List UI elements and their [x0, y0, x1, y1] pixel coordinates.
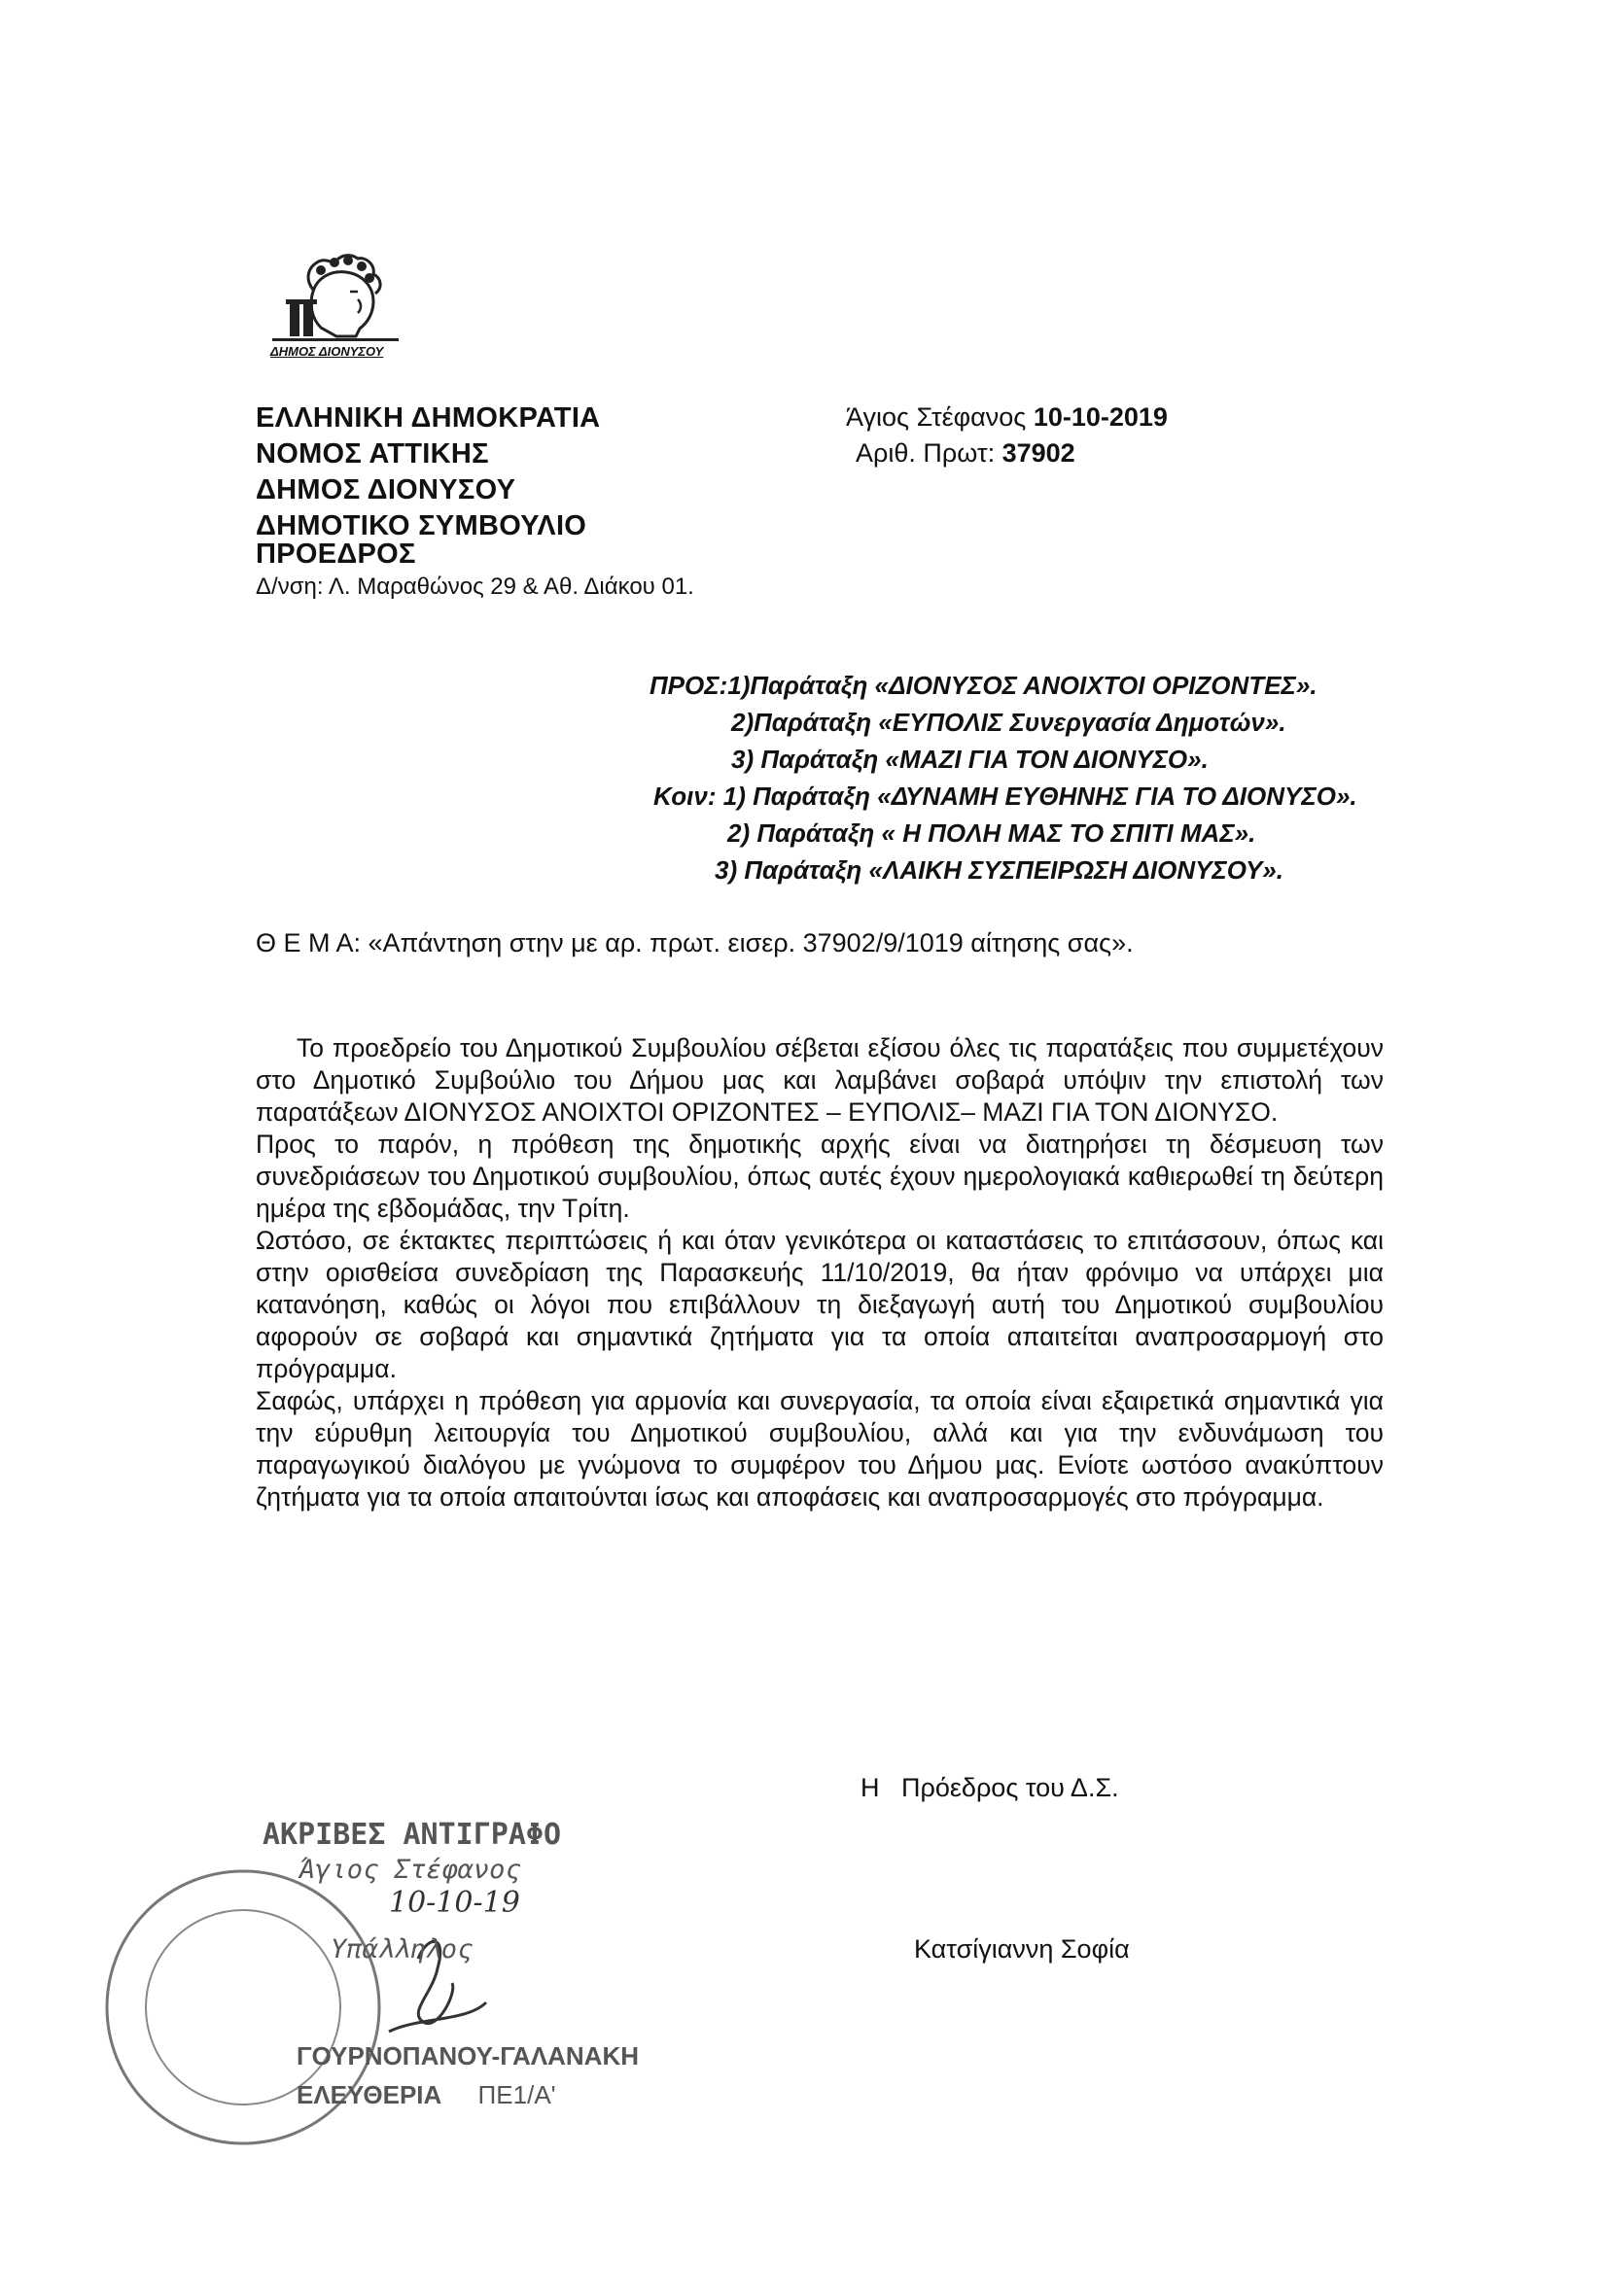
recipient-line-2: 2)Παράταξη «ΕΥΠΟΛΙΣ Συνεργασία Δημοτών». [731, 708, 1286, 737]
date-line [846, 402, 1168, 433]
signature-title: Η Πρόεδρος του Δ.Σ. [861, 1773, 1119, 1802]
stamp-line-employee-surname: ΓΟΥΡΝΟΠΑΝΟΥ-ΓΑΛΑΝΑΚΗ [297, 2041, 640, 2070]
stamp-handwritten-date: 10-10-19 [389, 1886, 520, 1920]
stamp-line-certified-copy: ΑΚΡΙΒΕΣ ΑΝΤΙΓΡΑΦΟ [263, 1818, 562, 1852]
body-paragraph: Το προεδρείο του Δημοτικού Συμβουλίου σέβεται εξίσου όλες τις παρατάξεις που συμμετέχουν στο Δημοτικό Συμβούλιο του Δήμου μας και λαμβάνει σοβαρά υπόψιν την επιστολή των παρατάξεων ΔΙΟΝΥΣΟΣ ΑΝΟΙΧΤΟΙ ΟΡΙΖΟΝΤΕΣ – ΕΥΠΟΛΙΣ– ΜΑΖΙ ΓΙΑ ΤΟΝ ΔΙΟΝΥΣΟ. [256, 1033, 1384, 1127]
stamp-line-employee-name [297, 2080, 556, 2110]
stamp-employee-first-name: ΕΛΕΥΘΕΡΙΑ [297, 2080, 442, 2109]
document-date: 10-10-2019 [1033, 402, 1168, 432]
body-paragraph: Προς το παρόν, η πρόθεση της δημοτικής αρχής είναι να διατηρήσει τη δέσμευση των συνεδριάσεων του Δημοτικού συμβουλίου, όπως αυτές έχουν ημερολογιακά καθιερωθεί τη δεύτερη ημέρα της εβδομάδας, την Τρίτη. [256, 1130, 1384, 1223]
header-line-prefecture: ΝΟΜΟΣ ΑΤΤΙΚΗΣ [256, 438, 489, 470]
stamp-employee-grade: ΠΕ1/Α' [477, 2080, 556, 2109]
logo-caption: ΔΗΜΟΣ ΔΙΟΝΥΣΟΥ [270, 344, 384, 359]
stamp-line-employee: Υπάλληλος [331, 1934, 474, 1965]
body-paragraph: Ωστόσο, σε έκτακτες περιπτώσεις ή και όταν γενικότερα οι καταστάσεις το επιτάσσουν, όπως και στην ορισθείσα συνεδρίαση της Παρασκευής 11/10/2019, θα ήταν φρόνιμο να υπάρχει μια κατανόηση, καθώς οι λόγοι που επιβάλλουν τη διεξαγωγή αυτή του Δημοτικού συμβουλίου αφορούν σε σοβαρά και σημαντικά ζητήματα για τα οποία απαιτείται αναπροσαρμογή στο πρόγραμμα. [256, 1226, 1384, 1383]
municipality-logo [253, 235, 416, 364]
body-paragraph: Σαφώς, υπάρχει η πρόθεση για αρμονία και συνεργασία, τα οποία είναι εξαιρετικά σημαντικά για την εύρυθμη λειτουργία του Δημοτικού συμβουλίου, αλλά και για την ενδυνάμωση του παραγωγικού διαλόγου με γνώμονα το συμφέρον του Δήμου μας. Ενίοτε ωστόσο ανακύπτουν ζητήματα για τα οποία απαιτούνται ίσως και αποφάσεις και αναπροσαρμογές στο πρόγραμμα. [256, 1386, 1384, 1512]
letter-body [256, 1032, 1384, 1513]
cc-line-3: 3) Παράταξη «ΛΑΙΚΗ ΣΥΣΠΕΙΡΩΣΗ ΔΙΟΝΥΣΟΥ». [715, 855, 1283, 885]
cc-line-2: 2) Παράταξη « Η ΠΟΛΗ ΜΑΣ ΤΟ ΣΠΙΤΙ ΜΑΣ». [727, 818, 1256, 848]
header-line-council: ΔΗΜΟΤΙΚΟ ΣΥΜΒΟΥΛΙΟ [256, 510, 587, 541]
recipient-line-1: ΠΡΟΣ:1)Παράταξη «ΔΙΟΝΥΣΟΣ ΑΝΟΙΧΤΟΙ ΟΡΙΖΟΝΤΕΣ». [650, 671, 1317, 700]
place-label: Άγιος Στέφανος [846, 402, 1034, 432]
subject-line: Θ Ε Μ Α: «Απάντηση στην με αρ. πρωτ. εισερ. 37902/9/1019 αίτησης σας». [256, 928, 1134, 957]
protocol-number: 37902 [1001, 438, 1075, 468]
certified-copy-stamp [97, 1798, 642, 2168]
header-line-republic: ΕΛΛΗΝΙΚΗ ΔΗΜΟΚΡΑΤΙΑ [256, 402, 601, 434]
header-line-municipality: ΔΗΜΟΣ ΔΙΟΝΥΣΟΥ [256, 474, 516, 505]
signature-name: Κατσίγιαννη Σοφία [914, 1934, 1130, 1964]
round-seal-icon [97, 1798, 642, 2168]
protocol-label: Αριθ. Πρωτ: [856, 438, 1002, 468]
protocol-line [856, 438, 1075, 469]
address-line: Δ/νση: Λ. Μαραθώνος 29 & Αθ. Διάκου 01. [256, 574, 694, 600]
stamp-line-place: Άγιος Στέφανος [299, 1855, 521, 1885]
recipient-line-3: 3) Παράταξη «ΜΑΖΙ ΓΙΑ ΤΟΝ ΔΙΟΝΥΣΟ». [731, 745, 1209, 774]
header-line-president: ΠΡΟΕΔΡΟΣ [256, 539, 416, 570]
cc-line-1: Κοιν: 1) Παράταξη «ΔΥΝΑΜΗ ΕΥΘΗΝΗΣ ΓΙΑ ΤΟ ΔΙΟΝΥΣΟ». [653, 782, 1357, 811]
